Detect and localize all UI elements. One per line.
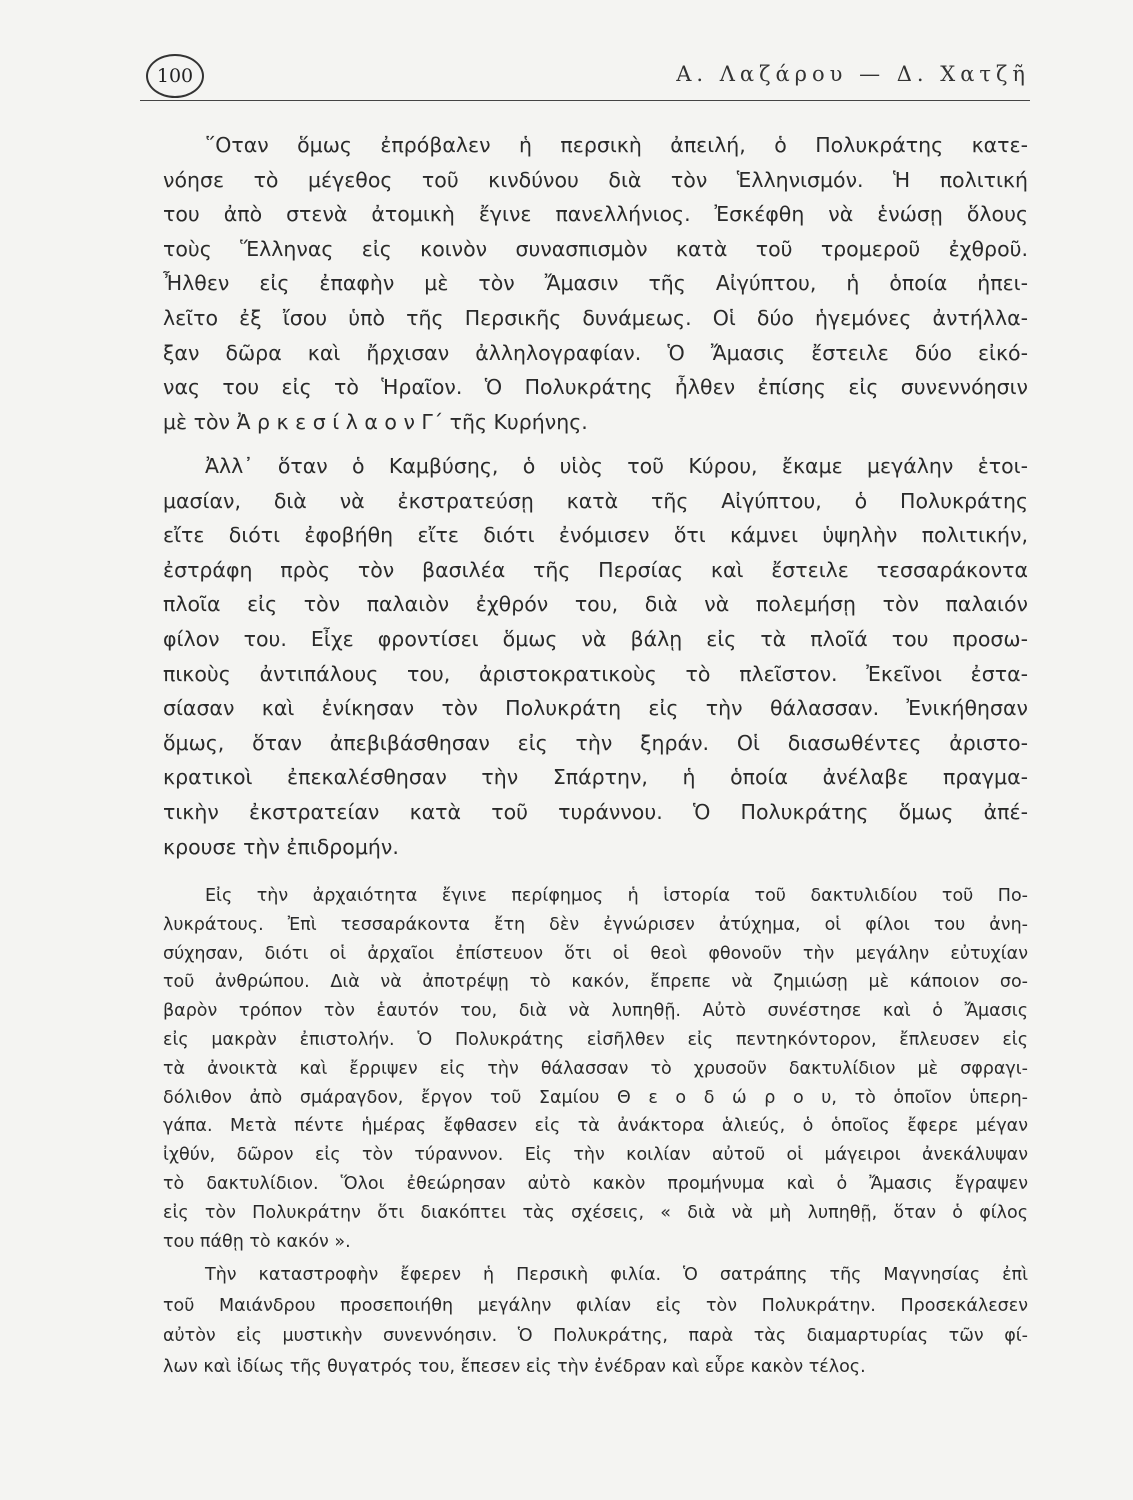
- text-line: μὲ τὸν Ἀ ρ κ ε σ ί λ α ο ν Γ΄ τῆς Κυρήνης.: [163, 409, 588, 434]
- text-line: μασίαν, διὰ νὰ ἐκστρατεύσῃ κατὰ τῆς Αἰγύπτου, ὁ Πολυκράτης: [163, 488, 1028, 513]
- paragraph-4: [163, 1260, 1028, 1382]
- text-line: σίασαν καὶ ἐνίκησαν τὸν Πολυκράτη εἰς τὴν θάλασσαν. Ἐνικήθησαν: [163, 696, 1028, 721]
- text-line: ξαν δῶρα καὶ ἤρχισαν ἀλληλογραφίαν. Ὁ Ἄμασις ἔστειλε δύο εἰκό-: [163, 340, 1028, 365]
- text-line: αὐτὸν εἰς μυστικὴν συνεννόησιν. Ὁ Πολυκράτης, παρὰ τὰς διαμαρτυρίας τῶν φί-: [163, 1326, 1028, 1346]
- running-title: Α. Λαζάρου — Δ. Χατζῆ: [676, 62, 1030, 86]
- text-line: ὅμως, ὅταν ἀπεβιβάσθησαν εἰς τὴν ξηράν. Οἱ διασωθέντες ἀριστο-: [163, 730, 1028, 755]
- page-header: [140, 52, 1030, 101]
- text-line: του ἀπὸ στενὰ ἀτομικὴ ἔγινε πανελλήνιος. Ἐσκέφθη νὰ ἑνώσῃ ὅλους: [163, 202, 1028, 227]
- text-line: τικὴν ἐκστρατείαν κατὰ τοῦ τυράννου. Ὁ Πολυκράτης ὅμως ἀπέ-: [163, 799, 1028, 824]
- text-line: δόλιθον ἀπὸ σμάραγδον, ἔργον τοῦ Σαμίου Θ ε ο δ ώ ρ ο υ, τὸ ὁποῖον ὑπερη-: [163, 1087, 1028, 1108]
- paragraph-1: [163, 128, 1028, 439]
- text-line: πλοῖα εἰς τὸν παλαιὸν ἐχθρόν του, διὰ νὰ πολεμήσῃ τὸν παλαιόν: [163, 592, 1028, 617]
- text-line: φίλον του. Εἶχε φροντίσει ὅμως νὰ βάλῃ εἰς τὰ πλοῖά του προσω-: [163, 626, 1028, 651]
- text-line: σύχησαν, διότι οἱ ἀρχαῖοι ἐπίστευον ὅτι οἱ θεοὶ φθονοῦν τὴν μεγάλην εὐτυχίαν: [163, 943, 1028, 964]
- text-line: τὰ ἀνοικτὰ καὶ ἔρριψεν εἰς τὴν θάλασσαν τὸ χρυσοῦν δακτυλίδιον μὲ σφραγι-: [163, 1058, 1028, 1079]
- paragraph-3: [163, 882, 1028, 1256]
- text-line: ῞Οταν ὅμως ἐπρόβαλεν ἡ περσικὴ ἀπειλή, ὁ Πολυκράτης κατε-: [205, 133, 1028, 157]
- text-line: λων καὶ ἰδίως τῆς θυγατρός του, ἔπεσεν εἰς τὴν ἐνέδραν καὶ εὗρε κακὸν τέλος.: [163, 1356, 866, 1377]
- text-line: εἰς τὸν Πολυκράτην ὅτι διακόπτει τὰς σχέσεις, « διὰ νὰ μὴ λυπηθῇ, ὅταν ὁ φίλος: [163, 1202, 1028, 1223]
- text-line: τοῦ ἀνθρώπου. Διὰ νὰ ἀποτρέψῃ τὸ κακόν, ἔπρεπε νὰ ζημιώσῃ μὲ κάποιον σο-: [163, 972, 1028, 993]
- page-number: 100: [146, 54, 204, 98]
- text-line: λυκράτους. Ἐπὶ τεσσαράκοντα ἔτη δὲν ἐγνώρισεν ἀτύχημα, οἱ φίλοι του ἀνη-: [163, 914, 1028, 935]
- text-line: Ἀλλ᾽ ὅταν ὁ Καμβύσης, ὁ υἱὸς τοῦ Κύρου, ἔκαμε μεγάλην ἑτοι-: [205, 454, 1028, 478]
- paragraph-2: [163, 449, 1028, 864]
- text-line: του πάθῃ τὸ κακόν ».: [163, 1231, 351, 1252]
- text-line: Τὴν καταστροφὴν ἔφερεν ἡ Περσικὴ φιλία. Ὁ σατράπης τῆς Μαγνησίας ἐπὶ: [205, 1265, 1028, 1285]
- text-line: κρουσε τὴν ἐπιδρομήν.: [163, 834, 399, 859]
- text-line: λεῖτο ἐξ ἴσου ὑπὸ τῆς Περσικῆς δυνάμεως. Οἱ δύο ἡγεμόνες ἀντήλλα-: [163, 305, 1028, 330]
- text-line: εἴτε διότι ἐφοβήθη εἴτε διότι ἐνόμισεν ὅτι κάμνει ὑψηλὴν πολιτικήν,: [163, 523, 1028, 548]
- text-line: Ἦλθεν εἰς ἐπαφὴν μὲ τὸν Ἄμασιν τῆς Αἰγύπτου, ἡ ὁποία ἠπει-: [163, 271, 1028, 296]
- text-line: ἐστράφη πρὸς τὸν βασιλέα τῆς Περσίας καὶ ἔστειλε τεσσαράκοντα: [163, 557, 1028, 582]
- text-line: τοὺς Ἕλληνας εἰς κοινὸν συνασπισμὸν κατὰ τοῦ τρομεροῦ ἐχθροῦ.: [163, 236, 1028, 261]
- text-line: νας του εἰς τὸ Ἡραῖον. Ὁ Πολυκράτης ἦλθεν ἐπίσης εἰς συνεννόησιν: [163, 375, 1028, 400]
- text-line: τὸ δακτυλίδιον. Ὅλοι ἐθεώρησαν αὐτὸ κακὸν προμήνυμα καὶ ὁ Ἄμασις ἔγραψεν: [163, 1173, 1028, 1194]
- text-line: τοῦ Μαιάνδρου προσεποιήθη μεγάλην φιλίαν εἰς τὸν Πολυκράτην. Προσεκάλεσεν: [163, 1295, 1028, 1316]
- text-line: πικοὺς ἀντιπάλους του, ἀριστοκρατικοὺς τὸ πλεῖστον. Ἐκεῖνοι ἐστα-: [163, 661, 1028, 686]
- text-line: εἰς μακρὰν ἐπιστολήν. Ὁ Πολυκράτης εἰσῆλθεν εἰς πεντηκόντορον, ἔπλευσεν εἰς: [163, 1029, 1028, 1050]
- text-line: γάπα. Μετὰ πέντε ἡμέρας ἔφθασεν εἰς τὰ ἀνάκτορα ἁλιεύς, ὁ ὁποῖος ἔφερε μέγαν: [163, 1116, 1028, 1137]
- text-line: νόησε τὸ μέγεθος τοῦ κινδύνου διὰ τὸν Ἑλληνισμόν. Ἡ πολιτική: [163, 167, 1028, 192]
- text-line: ἰχθύν, δῶρον εἰς τὸν τύραννον. Εἰς τὴν κοιλίαν αὐτοῦ οἱ μάγειροι ἀνεκάλυψαν: [163, 1145, 1028, 1166]
- text-line: βαρὸν τρόπον τὸν ἑαυτόν του, διὰ νὰ λυπηθῇ. Αὐτὸ συνέστησε καὶ ὁ Ἄμασις: [163, 1001, 1028, 1022]
- text-line: Εἰς τὴν ἀρχαιότητα ἔγινε περίφημος ἡ ἱστορία τοῦ δακτυλιδίου τοῦ Πο-: [205, 886, 1028, 906]
- text-line: κρατικοὶ ἐπεκαλέσθησαν τὴν Σπάρτην, ἡ ὁποία ἀνέλαβε πραγμα-: [163, 765, 1028, 790]
